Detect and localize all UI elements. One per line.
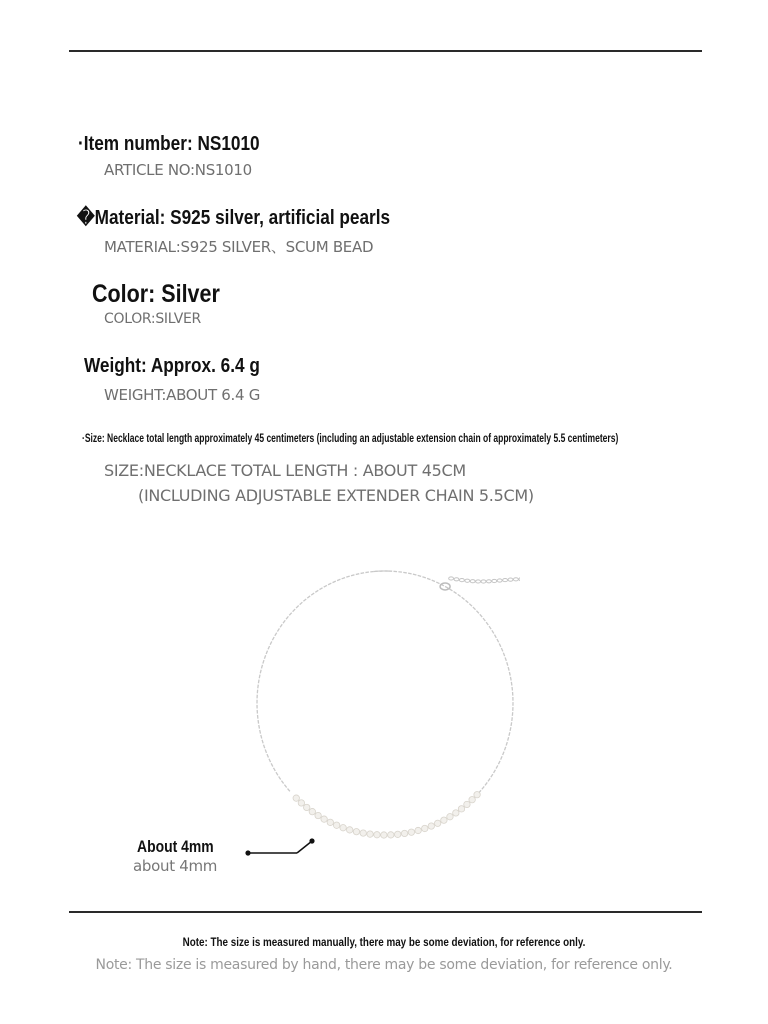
top-divider: [69, 50, 702, 52]
item-number-label: ·Item number: NS1010: [78, 133, 260, 155]
pearl-size-pointer: [240, 830, 330, 860]
size-en-line2: (INCLUDING ADJUSTABLE EXTENDER CHAIN 5.5CM): [138, 486, 534, 505]
size-label: ·Size: Necklace total length approximately 45 centimeters (including an adjustable extension chain of approximately 5.5 centimeters): [82, 433, 619, 445]
weight-en-label: WEIGHT:ABOUT 6.4 G: [104, 386, 261, 404]
material-en-label: MATERIAL:S925 SILVER、SCUM BEAD: [104, 238, 374, 256]
color-en-label: COLOR:SILVER: [104, 311, 201, 327]
bottom-divider: [69, 911, 702, 913]
pearl-size-label: About 4mm: [137, 837, 214, 856]
material-label: �Material: S925 silver, artificial pearls: [77, 207, 391, 229]
size-en-line1: SIZE:NECKLACE TOTAL LENGTH : ABOUT 45CM: [104, 461, 466, 480]
extender-chain: [449, 577, 520, 593]
note-label: Note: The size is measured manually, there may be some deviation, for reference only.: [182, 935, 586, 949]
necklace-chain: [257, 571, 513, 793]
note-en-label: Note: The size is measured by hand, there may be some deviation, for reference only.: [95, 957, 673, 973]
color-label: Color: Silver: [92, 280, 220, 308]
weight-label: Weight: Approx. 6.4 g: [84, 355, 260, 377]
pearl-size-en-label: about 4mm: [133, 857, 218, 875]
article-number-label: ARTICLE NO:NS1010: [104, 161, 252, 179]
necklace-image: [240, 535, 520, 855]
